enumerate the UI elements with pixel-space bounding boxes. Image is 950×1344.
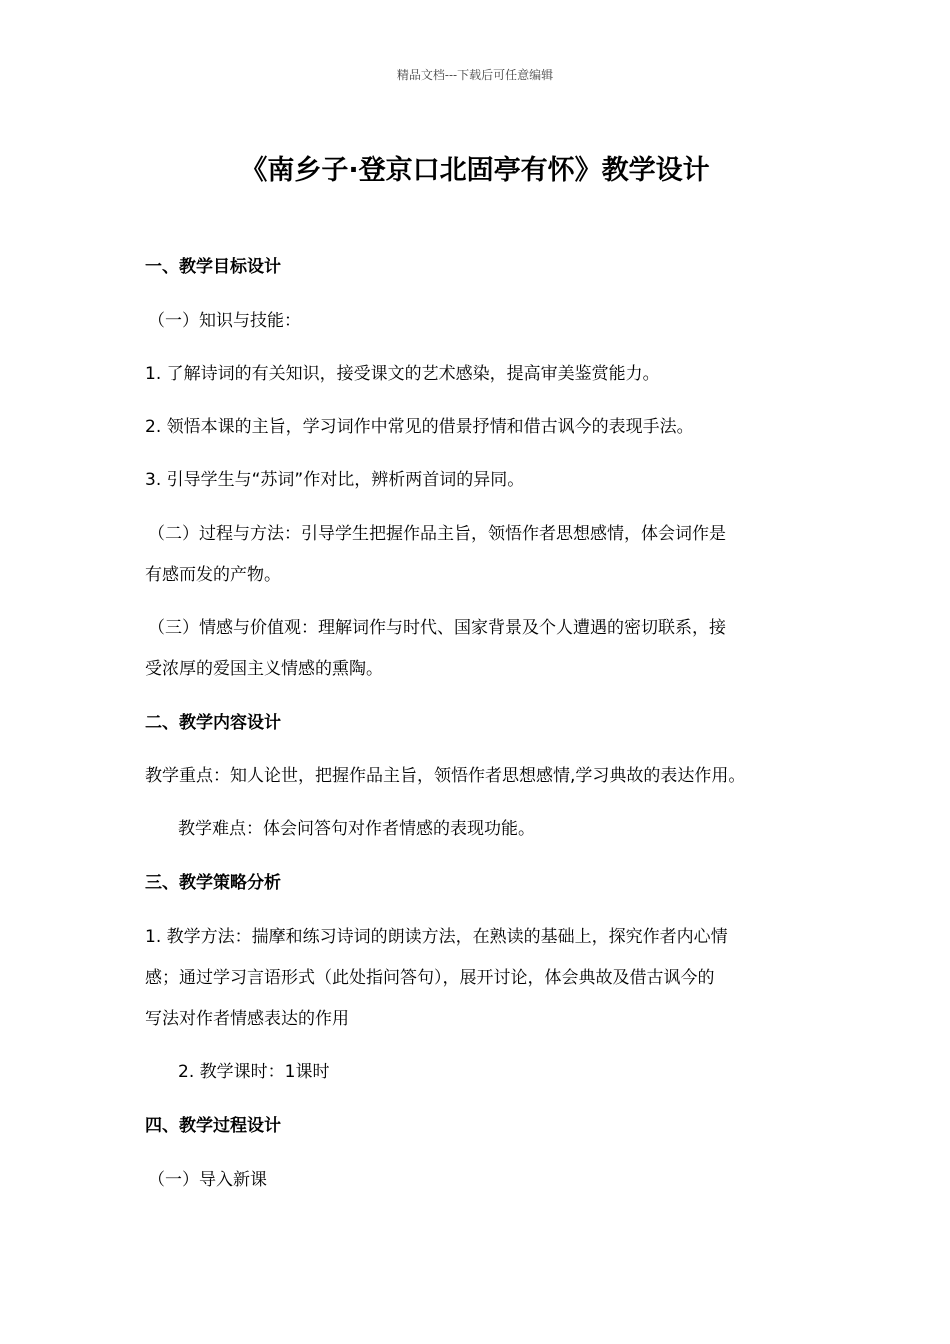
section-heading-content: 二、教学内容设计 (145, 713, 281, 733)
process-method-line-1: （二）过程与方法：引导学生把握作品主旨，领悟作者思想感情，体会词作是 (148, 524, 726, 544)
process-method-line-2: 有感而发的产物。 (145, 565, 281, 585)
method-line-3: 写法对作者情感表达的作用 (145, 1009, 349, 1029)
section-heading-process: 四、教学过程设计 (145, 1116, 281, 1136)
method-line-2: 感；通过学习言语形式（此处指问答句），展开讨论，体会典故及借古讽今的 (145, 968, 715, 988)
document-title: 《南乡子·登京口北固亭有怀》教学设计 (240, 155, 710, 186)
objective-item-2: 2. 领悟本课的主旨，学习词作中常见的借景抒情和借古讽今的表现手法。 (145, 417, 694, 437)
section-heading-objectives: 一、教学目标设计 (145, 257, 281, 277)
emotion-values-line-2: 受浓厚的爱国主义情感的熏陶。 (145, 659, 383, 679)
subheading-knowledge-skills: （一）知识与技能： (148, 311, 301, 331)
class-hours: 2. 教学课时：1课时 (178, 1062, 330, 1082)
subheading-introduction: （一）导入新课 (148, 1170, 267, 1190)
objective-item-3: 3. 引导学生与“苏词”作对比，辨析两首词的异同。 (145, 470, 525, 490)
key-point: 教学重点：知人论世，把握作品主旨，领悟作者思想感情,学习典故的表达作用。 (145, 766, 746, 786)
section-heading-strategy: 三、教学策略分析 (145, 873, 281, 893)
emotion-values-line-1: （三）情感与价值观：理解词作与时代、国家背景及个人遭遇的密切联系，接 (148, 618, 726, 638)
difficulty-point: 教学难点：体会问答句对作者情感的表现功能。 (178, 819, 535, 839)
objective-item-1: 1. 了解诗词的有关知识，接受课文的艺术感染，提高审美鉴赏能力。 (145, 364, 660, 384)
method-line-1: 1. 教学方法：揣摩和练习诗词的朗读方法，在熟读的基础上，探究作者内心情 (145, 927, 728, 947)
header-note: 精品文档---下载后可任意编辑 (396, 68, 554, 82)
